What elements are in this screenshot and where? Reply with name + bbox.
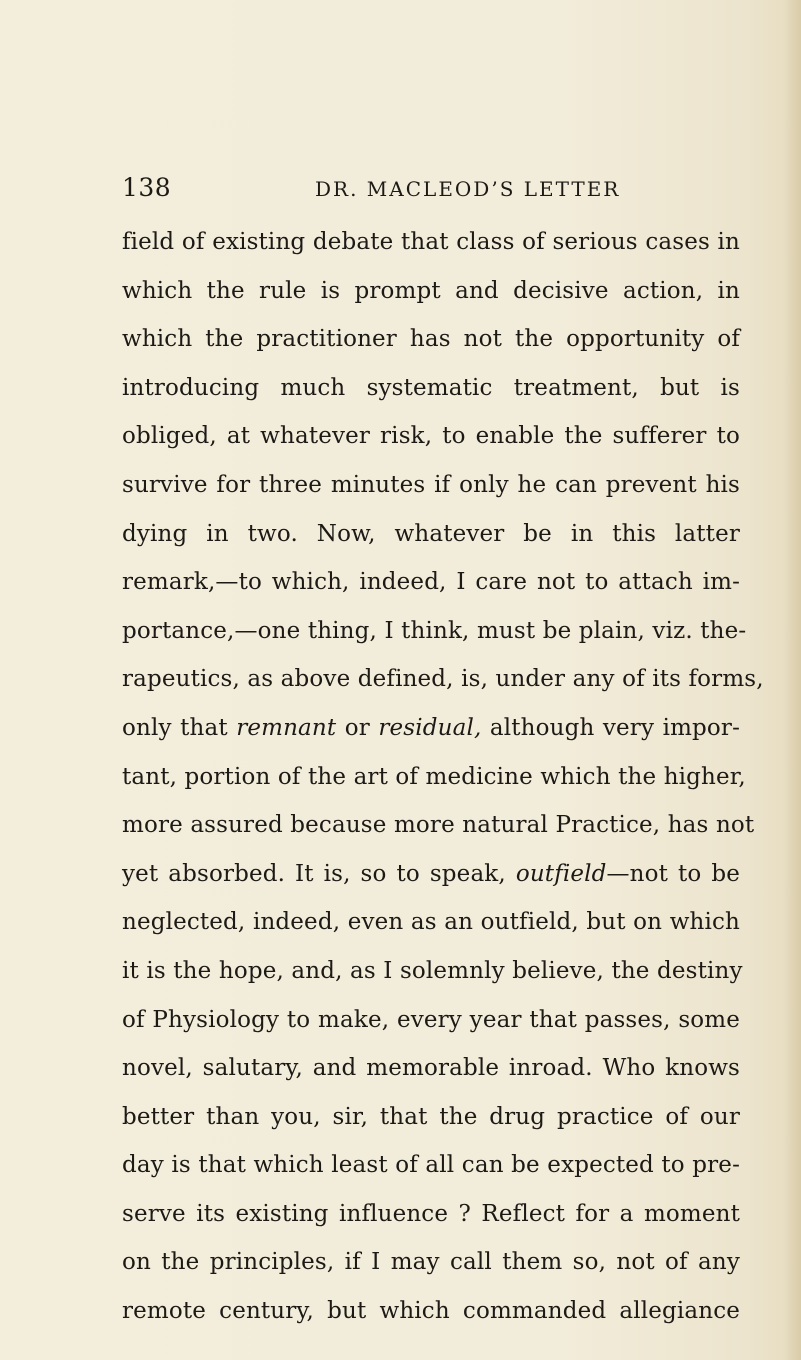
text-line: dying in two. Now, whatever be in this latter <box>122 520 740 547</box>
text-line: tant, portion of the art of medicine which the higher, <box>122 763 746 790</box>
text-segment: or <box>336 714 379 741</box>
text-line-with-italics <box>122 704 740 753</box>
page-number: 138 <box>122 173 172 202</box>
text-segment: only that <box>122 714 237 741</box>
text-line: better than you, sir, that the drug practice of our <box>122 1103 740 1130</box>
text-line: day is that which least of all can be expected to pre- <box>122 1152 740 1179</box>
text-line: it is the hope, and, as I solemnly believe, the destiny <box>122 957 743 984</box>
text-segment: although very impor- <box>481 714 740 741</box>
body-text <box>122 218 764 1336</box>
italic-word-outfield: outfield <box>515 860 607 887</box>
italic-word-remnant: remnant <box>236 714 337 741</box>
text-line: field of existing debate that class of serious cases in <box>122 229 740 255</box>
text-line: portance,—one thing, I think, must be plain, viz. the- <box>122 617 747 644</box>
text-line: obliged, at whatever risk, to enable the sufferer to <box>122 423 740 450</box>
italic-word-residual: residual, <box>378 714 482 741</box>
text-segment: yet absorbed. It is, so to speak, <box>122 860 516 887</box>
text-line: on the principles, if I may call them so, not of any <box>122 1249 740 1276</box>
text-line: remote century, but which commanded allegiance <box>122 1298 740 1325</box>
text-line: which the practitioner has not the opportunity of <box>122 326 740 353</box>
text-line: of Physiology to make, every year that passes, some <box>122 1006 740 1033</box>
text-line: serve its existing influence ? Reflect for a moment <box>122 1200 740 1227</box>
page-edge-shadow <box>783 0 801 1360</box>
running-head-title: DR. MACLEOD’S LETTER <box>315 177 621 201</box>
text-line: rapeutics, as above defined, is, under any of its forms, <box>122 666 764 693</box>
text-line: neglected, indeed, even as an outfield, but on which <box>122 909 740 936</box>
text-line: novel, salutary, and memorable inroad. Who knows <box>122 1055 740 1082</box>
text-segment: —not to be <box>606 860 740 887</box>
text-line: introducing much systematic treatment, but is <box>122 374 740 401</box>
text-line-with-italics <box>122 850 740 899</box>
running-head <box>122 168 742 208</box>
text-line: survive for three minutes if only he can prevent his <box>122 471 740 498</box>
text-line: more assured because more natural Practice, has not <box>122 812 755 839</box>
text-line: remark,—to which, indeed, I care not to attach im- <box>122 569 740 596</box>
text-line: which the rule is prompt and decisive action, in <box>122 277 740 304</box>
